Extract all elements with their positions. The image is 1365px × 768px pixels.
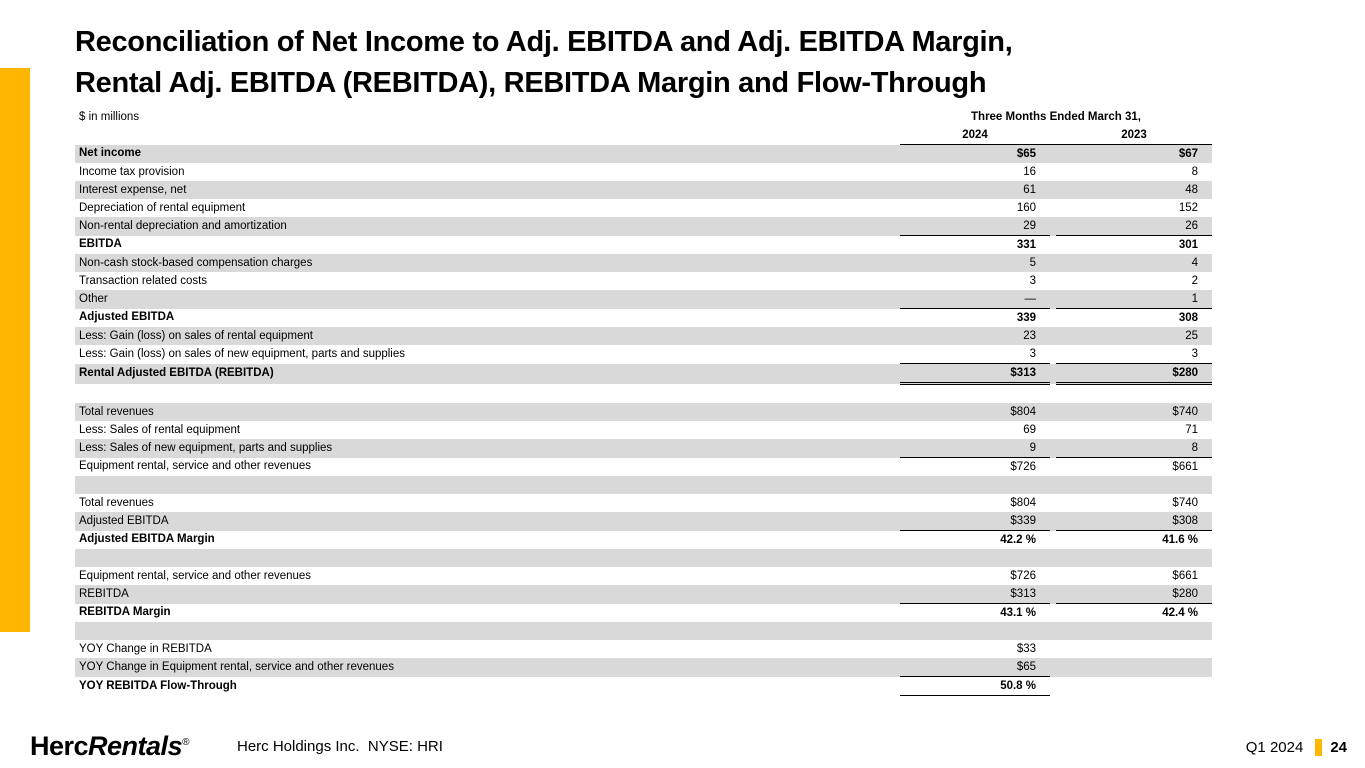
value-2024: 3 [900,345,1050,364]
value-2023 [1056,658,1212,677]
table-row [75,403,1212,421]
spacer-row [75,476,1212,494]
row-label: Equipment rental, service and other revenues [79,460,312,473]
year-2023-header: 2023 [1056,126,1212,145]
table-row [75,199,1212,217]
value-2023: $67 [1056,145,1212,164]
value-2024: 50.8 % [900,677,1050,696]
table-row [75,531,1212,550]
row-label: Adjusted EBITDA [75,512,900,531]
page-title-line1: Reconciliation of Net Income to Adj. EBITDA and Adj. EBITDA Margin, [75,26,1013,58]
value-2024: 331 [1016,238,1036,251]
table-body [75,145,1212,696]
value-2024: 160 [1016,201,1036,214]
value-2023: 4 [1056,254,1212,272]
table-row [75,327,1212,345]
spacer-row [75,549,1212,567]
value-2023: 8 [1056,439,1212,458]
value-2024: 5 [900,254,1050,272]
table-header-years-row [75,126,1212,145]
table-row [75,145,1212,164]
table-row [75,364,1212,384]
table-row [75,640,1212,658]
value-2023: $740 [1172,496,1199,509]
value-2023: $308 [1056,512,1212,531]
spacer-cell [75,476,1212,494]
spacer-cell [75,622,1212,640]
row-label: Rental Adjusted EBITDA (REBITDA) [75,364,900,384]
row-label: Non-rental depreciation and amortization [75,217,900,236]
footer-right [1246,739,1347,756]
value-2024: $804 [900,403,1050,421]
value-2024: $65 [900,145,1050,164]
row-label: Depreciation of rental equipment [79,201,246,214]
table-row [75,604,1212,623]
company-ticker-text: Herc Holdings Inc. NYSE: HRI [237,738,443,755]
table-row [75,439,1212,458]
row-label: REBITDA [75,585,900,604]
units-note: $ in millions [79,110,140,123]
value-2023: 48 [1056,181,1212,199]
value-2024: 16 [1023,165,1036,178]
spacer-row [75,622,1212,640]
row-label: YOY REBITDA Flow-Through [79,679,237,692]
period-header: Three Months Ended March 31, [971,110,1141,123]
row-label: Total revenues [79,496,154,509]
spacer-cell [75,549,1212,567]
page-title [75,22,1012,104]
table-row [75,494,1212,512]
page-number: 24 [1330,739,1347,756]
value-2024: 43.1 % [1000,606,1036,619]
value-2023: 26 [1056,217,1212,236]
row-label: Adjusted EBITDA [79,311,175,324]
row-label: Less: Sales of new equipment, parts and supplies [75,439,900,458]
value-2023: 8 [1191,165,1199,178]
value-2024: — [900,290,1050,309]
value-2023: 71 [1185,423,1199,436]
value-2023 [1056,677,1212,696]
table-row [75,181,1212,199]
table-row [75,512,1212,531]
value-2024: 69 [1023,423,1036,436]
value-2023: 2 [1191,274,1199,287]
table-row [75,254,1212,272]
value-2023: 25 [1056,327,1212,345]
value-2023: 301 [1178,238,1199,251]
row-label: Less: Sales of rental equipment [79,423,241,436]
table-row [75,585,1212,604]
value-2024: $313 [900,364,1050,384]
value-2023: 42.4 % [1162,606,1199,619]
row-label: Non-cash stock-based compensation charges [75,254,900,272]
row-label: Less: Gain (loss) on sales of new equipment, parts and supplies [79,347,406,360]
value-2024: $33 [1016,642,1036,655]
accent-bar [0,68,30,632]
table-row [75,290,1212,309]
year-2024-header: 2024 [900,126,1050,145]
table-row [75,421,1212,439]
value-2023: $661 [1172,569,1199,582]
value-2024: 339 [1016,311,1036,324]
row-label: Net income [75,145,900,164]
row-label: EBITDA [79,238,122,251]
row-label: Interest expense, net [75,181,900,199]
table-row [75,658,1212,677]
row-label: Other [75,290,900,309]
table-row [75,236,1212,255]
table-row [75,272,1212,290]
value-2024: $726 [1010,569,1036,582]
value-2024: $804 [1010,496,1036,509]
row-label: YOY Change in REBITDA [79,642,212,655]
footer [0,720,1365,768]
row-label: Total revenues [75,403,900,421]
value-2023: 1 [1056,290,1212,309]
value-2024: $726 [1010,460,1036,473]
value-2023 [1056,640,1212,658]
value-2024: 61 [900,181,1050,199]
value-2023: 3 [1056,345,1212,364]
quarter-label: Q1 2024 [1245,739,1304,756]
table-row [75,567,1212,585]
registered-trademark-icon: ® [182,737,189,748]
herc-rentals-logo [30,731,189,762]
value-2024: 9 [900,439,1050,458]
row-label: YOY Change in Equipment rental, service and other revenues [75,658,900,677]
table-row [75,163,1212,181]
value-2023: 41.6 % [1162,533,1199,546]
value-2024: $339 [900,512,1050,531]
value-2024: 23 [900,327,1050,345]
table-row [75,309,1212,328]
logo-rentals-text: Rentals [88,731,183,761]
table-row [75,677,1212,696]
value-2024: $313 [900,585,1050,604]
row-label: Less: Gain (loss) on sales of rental equipment [75,327,900,345]
row-label: Transaction related costs [79,274,208,287]
row-label: Income tax provision [79,165,185,178]
value-2023: 152 [1178,201,1199,214]
value-2024: 42.2 % [1000,533,1036,546]
value-2024: 29 [900,217,1050,236]
page-title-line2: Rental Adj. EBITDA (REBITDA), REBITDA Margin and Flow-Through [75,67,987,99]
row-label: Adjusted EBITDA Margin [79,533,215,546]
value-2023: $740 [1056,403,1212,421]
table-row [75,217,1212,236]
value-2024: $65 [900,658,1050,677]
reconciliation-table-container [75,108,1212,696]
header-empty-cell [75,126,900,145]
table-row [75,458,1212,477]
reconciliation-table [75,108,1212,696]
value-2023: 308 [1178,311,1199,324]
row-label: Equipment rental, service and other revenues [79,569,312,582]
value-2023: $280 [1056,585,1212,604]
logo-herc-text: Herc [30,731,89,761]
table-row [75,345,1212,364]
value-2023: $280 [1056,364,1212,384]
table-header-period-row [75,108,1212,126]
value-2023: $661 [1172,460,1199,473]
spacer-cell [75,384,1212,404]
page-marker-bar [1315,739,1322,756]
value-2024: 3 [1029,274,1036,287]
row-label: REBITDA Margin [79,606,171,619]
spacer-row [75,384,1212,404]
